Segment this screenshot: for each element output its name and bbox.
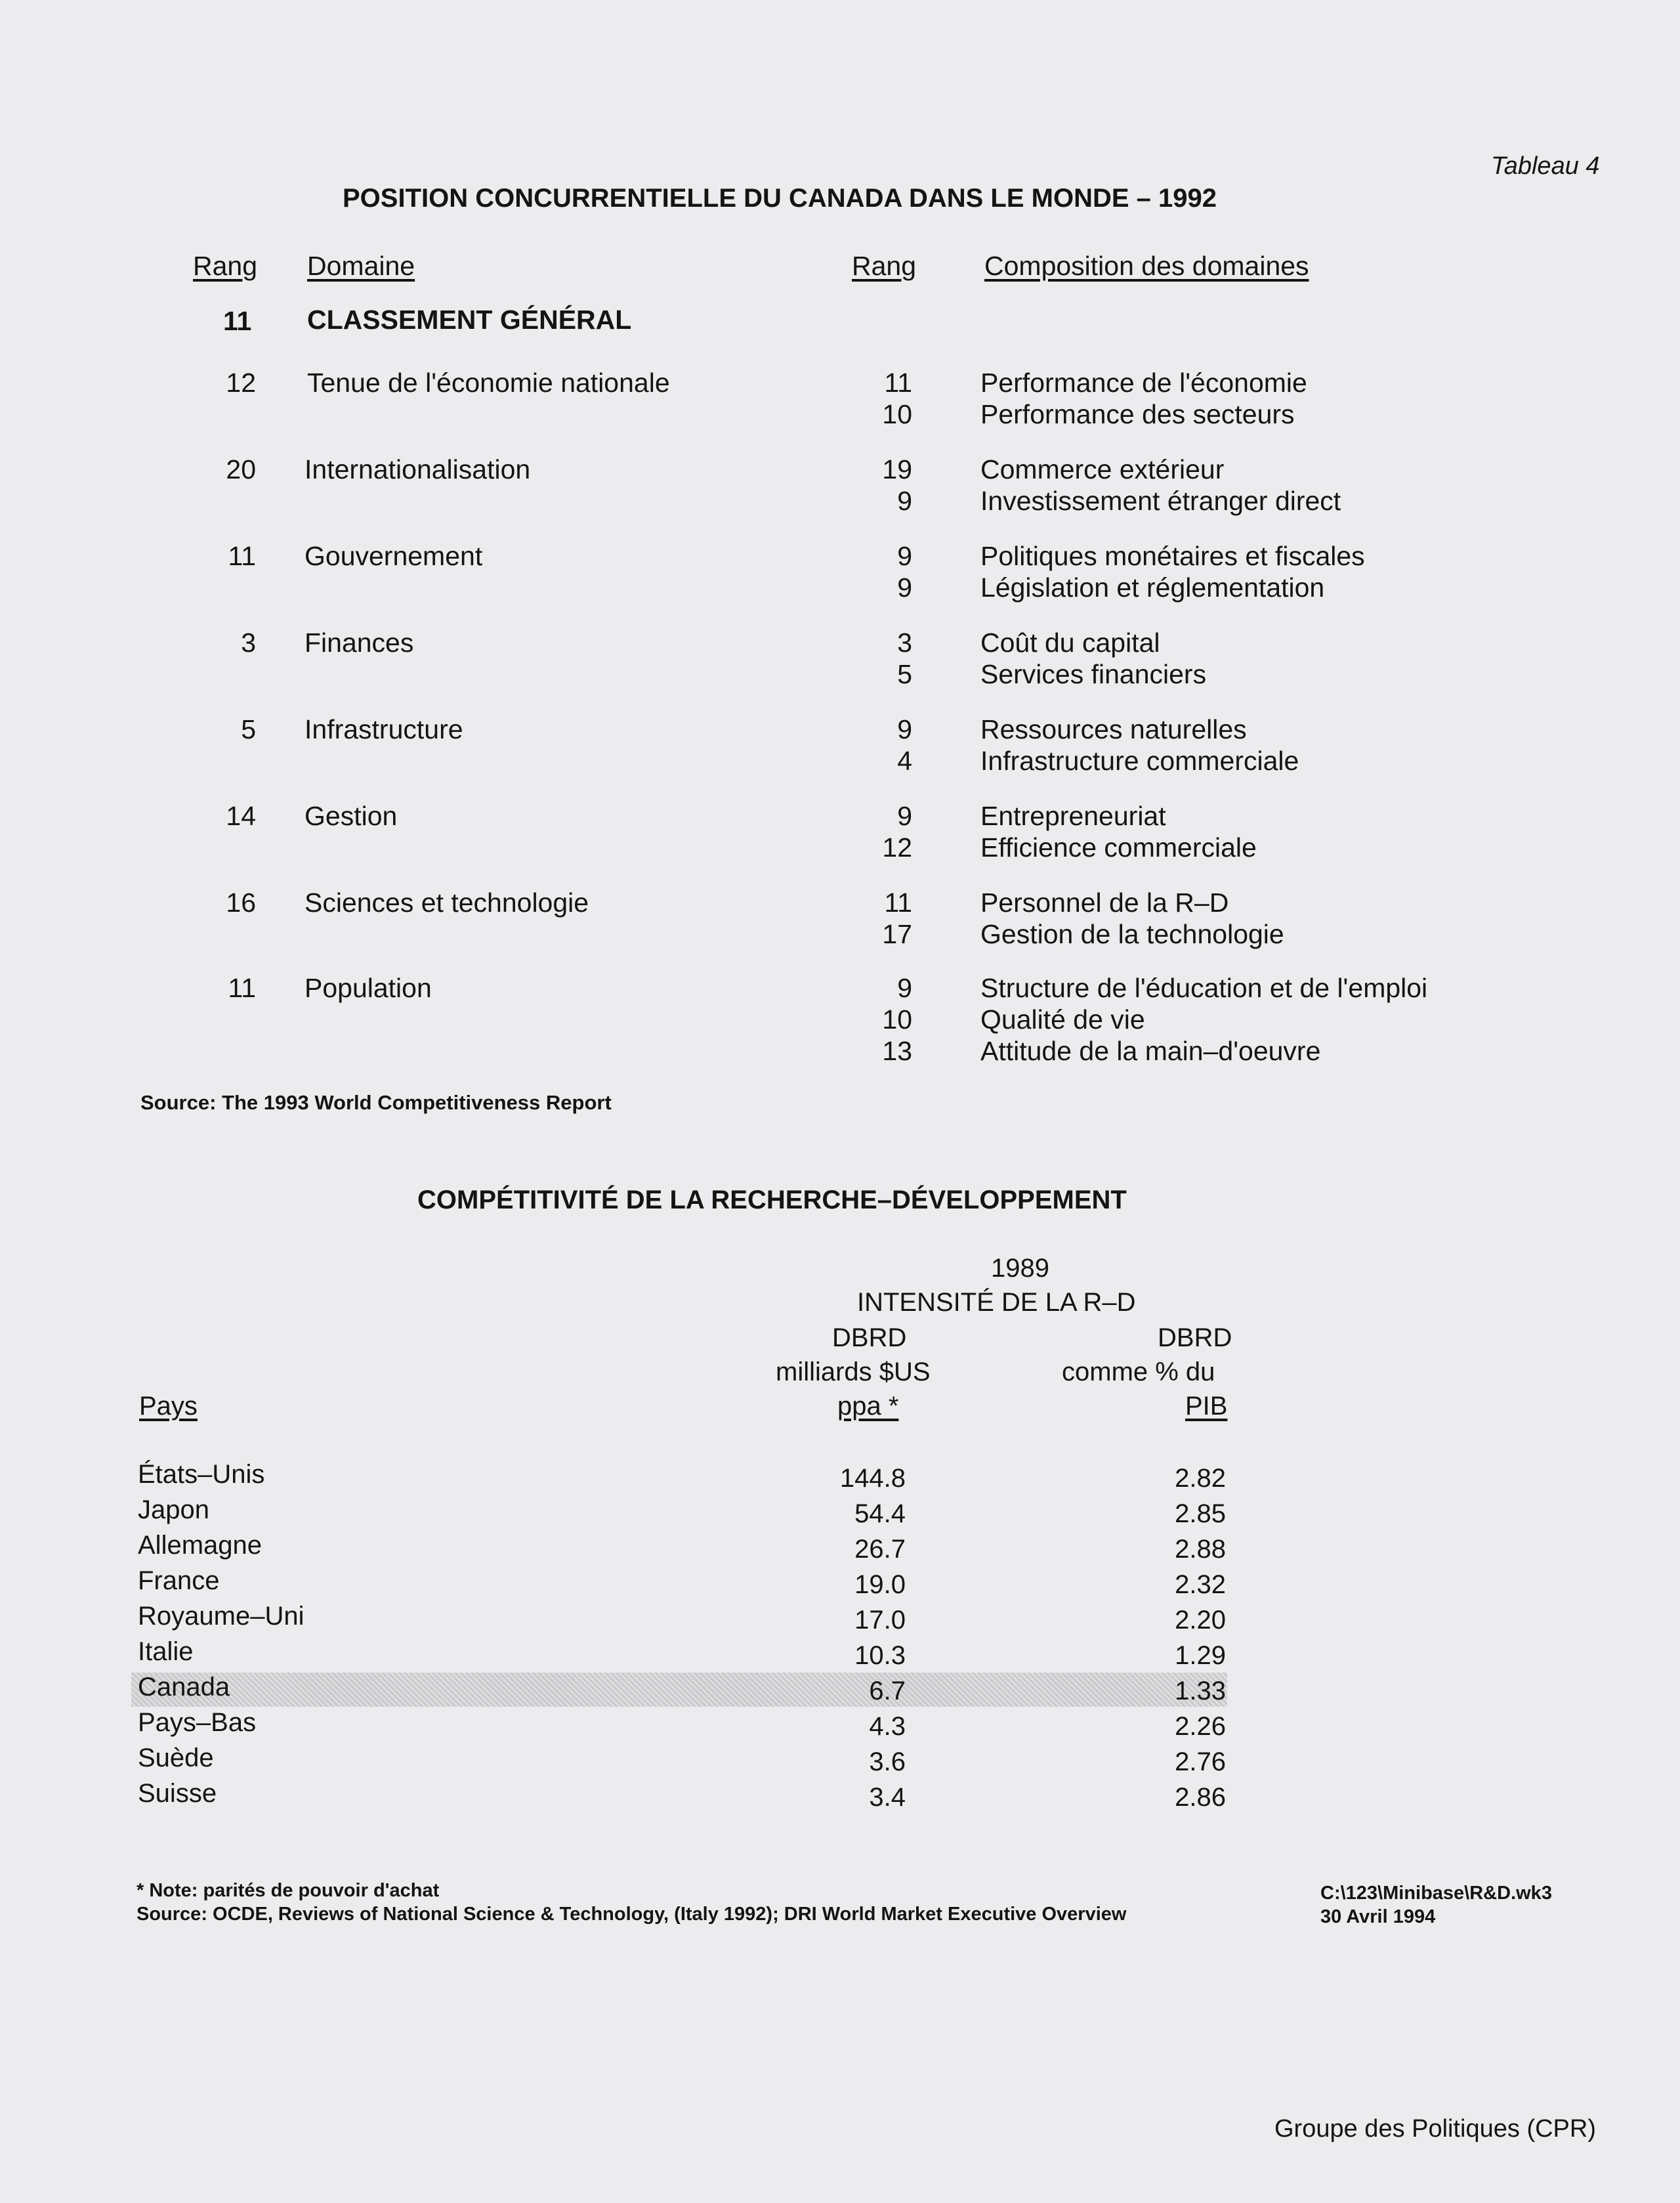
component-label: Personnel de la R–D (980, 888, 1229, 918)
pct-gdp-value: 2.20 (1175, 1606, 1226, 1635)
component-rank: 11 (884, 368, 912, 398)
dbrd-value: 19.0 (854, 1570, 906, 1599)
col1-header-line3: ppa * (837, 1392, 899, 1421)
pct-gdp-value: 1.33 (1175, 1677, 1226, 1705)
pct-gdp-value: 2.32 (1175, 1570, 1226, 1599)
domain-label: Population (304, 973, 432, 1003)
pct-gdp-value: 2.76 (1175, 1747, 1226, 1776)
component-rank: 10 (882, 1004, 912, 1035)
domain-rank: 16 (226, 888, 256, 918)
country-name: Italie (138, 1637, 194, 1666)
domain-label: Finances (304, 628, 414, 658)
component-label: Entrepreneuriat (980, 801, 1166, 831)
component-label: Performance de l'économie (980, 368, 1307, 398)
country-name: Royaume–Uni (138, 1602, 304, 1631)
tableau-label: Tableau 4 (1491, 152, 1600, 180)
country-name: États–Unis (138, 1460, 265, 1489)
rd-intensity-subtitle: INTENSITÉ DE LA R–D (857, 1288, 1136, 1317)
component-label: Coût du capital (980, 628, 1160, 658)
dbrd-value: 54.4 (854, 1499, 906, 1528)
country-name: Suède (138, 1743, 214, 1772)
domain-label: Gestion (304, 801, 398, 831)
component-rank: 13 (882, 1036, 912, 1066)
component-label: Performance des secteurs (980, 399, 1295, 429)
domain-label: Internationalisation (304, 454, 531, 484)
domain-label: Sciences et technologie (304, 888, 589, 918)
dbrd-value: 3.6 (869, 1747, 906, 1776)
component-label: Législation et réglementation (980, 572, 1325, 603)
component-rank: 9 (897, 973, 912, 1003)
dbrd-value: 6.7 (869, 1677, 906, 1705)
domain-rank: 5 (241, 714, 256, 744)
domain-rank: 3 (241, 628, 256, 658)
organization-footer: Groupe des Politiques (CPR) (1274, 2115, 1596, 2143)
pct-gdp-value: 1.29 (1175, 1641, 1226, 1670)
component-rank: 12 (882, 832, 912, 863)
general-rank: 11 (223, 306, 252, 336)
domain-label: Infrastructure (304, 714, 463, 744)
col1-header-line1: DBRD (832, 1323, 907, 1352)
general-label: CLASSEMENT GÉNÉRAL (307, 305, 632, 335)
domain-rank: 20 (226, 454, 256, 484)
component-label: Commerce extérieur (980, 454, 1225, 484)
pct-gdp-value: 2.85 (1175, 1499, 1226, 1528)
component-rank: 9 (897, 801, 912, 831)
col2-header-line1: DBRD (1158, 1323, 1232, 1352)
section1-source: Source: The 1993 World Competitiveness Report (140, 1091, 612, 1114)
component-rank: 9 (897, 541, 912, 571)
component-rank: 11 (884, 888, 912, 918)
dbrd-value: 10.3 (854, 1641, 906, 1670)
header-composition: Composition des domaines (984, 251, 1309, 281)
section2-source: Source: OCDE, Reviews of National Science & Technology, (Italy 1992); DRI World Market Executive Overview (136, 1904, 1127, 1925)
dbrd-value: 4.3 (869, 1712, 906, 1741)
header-rang-right: Rang (852, 251, 917, 281)
component-label: Infrastructure commerciale (980, 746, 1299, 776)
domain-rank: 14 (226, 801, 256, 831)
component-label: Services financiers (980, 659, 1207, 689)
component-rank: 19 (882, 454, 912, 484)
component-label: Attitude de la main–d'oeuvre (980, 1036, 1321, 1066)
pct-gdp-value: 2.88 (1175, 1535, 1226, 1564)
component-label: Qualité de vie (980, 1004, 1145, 1035)
footnote: * Note: parités de pouvoir d'achat (136, 1880, 440, 1901)
component-rank: 9 (897, 486, 912, 516)
domain-label: Gouvernement (304, 541, 483, 571)
year-label: 1989 (991, 1254, 1049, 1283)
dbrd-value: 3.4 (869, 1783, 906, 1812)
component-label: Politiques monétaires et fiscales (980, 541, 1365, 571)
component-rank: 5 (897, 659, 912, 689)
pct-gdp-value: 2.82 (1175, 1464, 1226, 1493)
col1-header-line2: milliards $US (776, 1358, 931, 1386)
dbrd-value: 17.0 (854, 1606, 906, 1635)
dbrd-value: 26.7 (854, 1535, 906, 1564)
country-name: France (138, 1566, 220, 1595)
country-name: Pays–Bas (138, 1708, 257, 1737)
component-rank: 9 (897, 714, 912, 744)
component-label: Efficience commerciale (980, 832, 1257, 863)
component-rank: 9 (897, 572, 912, 603)
file-path: C:\123\Minibase\R&D.wk3 (1320, 1883, 1552, 1904)
section1-title: POSITION CONCURRENTIELLE DU CANADA DANS LE MONDE – 1992 (343, 184, 1217, 213)
domain-rank: 11 (228, 541, 256, 571)
country-name: Japon (138, 1495, 209, 1524)
pct-gdp-value: 2.86 (1175, 1783, 1226, 1812)
header-rang-left: Rang (193, 251, 258, 281)
component-rank: 3 (897, 628, 912, 658)
component-label: Structure de l'éducation et de l'emploi (980, 973, 1428, 1003)
country-name: Suisse (138, 1779, 217, 1808)
report-date: 30 Avril 1994 (1320, 1906, 1436, 1927)
country-name: Allemagne (138, 1531, 262, 1560)
component-rank: 10 (882, 399, 912, 429)
country-name: Canada (138, 1673, 230, 1701)
domain-rank: 11 (228, 973, 256, 1003)
component-label: Ressources naturelles (980, 714, 1247, 744)
pct-gdp-value: 2.26 (1175, 1712, 1226, 1741)
pays-header: Pays (139, 1392, 198, 1421)
col2-header-line2: comme % du (1062, 1358, 1215, 1386)
component-rank: 4 (897, 746, 912, 776)
header-domaine: Domaine (307, 251, 415, 281)
col2-header-line3: PIB (1185, 1392, 1228, 1421)
component-rank: 17 (882, 919, 912, 949)
canada-row-highlight (131, 1673, 1227, 1707)
section2-title: COMPÉTITIVITÉ DE LA RECHERCHE–DÉVELOPPEMENT (417, 1186, 1127, 1214)
component-label: Gestion de la technologie (980, 919, 1284, 949)
component-label: Investissement étranger direct (980, 486, 1341, 516)
domain-label: Tenue de l'économie nationale (307, 368, 670, 398)
dbrd-value: 144.8 (839, 1464, 906, 1493)
domain-rank: 12 (226, 368, 256, 398)
